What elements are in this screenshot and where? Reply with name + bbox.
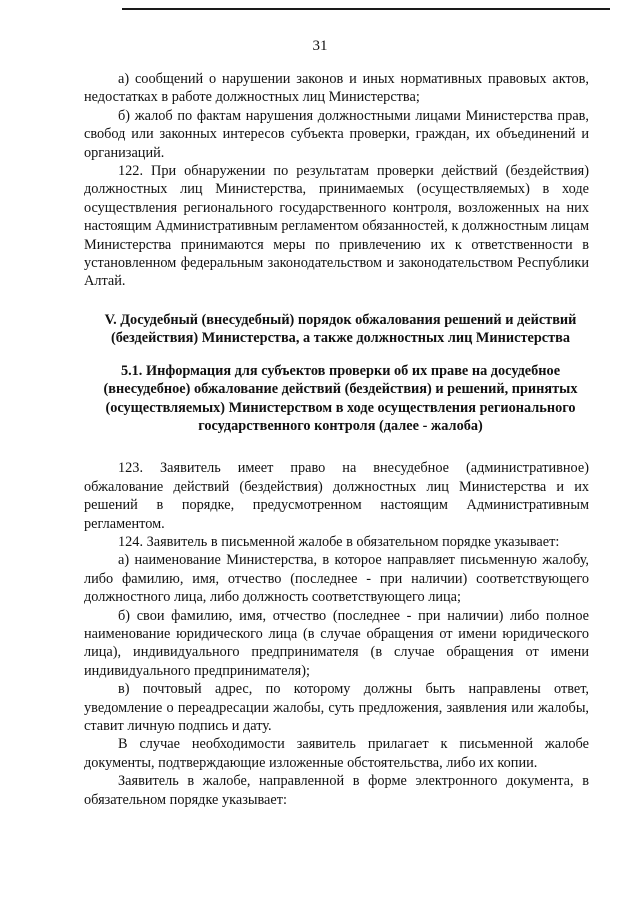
paragraph-122: 122. При обнаружении по результатам проверки действий (бездействия) должностных лиц Министерства, принимаемых (осуществляемых) в ходе осуществления регионального государственного контроля, возложенных на них настоящим Административным регламентом обязанностей, к должностным лицам Министерства принимаются меры по привлечению их к ответственности в установленном федеральным законодательством и законодательством Республики Алтай. (84, 163, 589, 290)
section-5-1-heading: 5.1. Информация для субъектов проверки об их праве на досудебное (внесудебное) обжалование действий (бездействия) и решений, принятых (осуществляемых) Министерством в ходе осуществления регионального государственного контроля (далее - жалоба) (103, 362, 578, 434)
paragraph-electronic-complaint: Заявитель в жалобе, направленной в форме электронного документа, в обязательном порядке указывает: (84, 773, 589, 808)
paragraph-124-a: а) наименование Министерства, в которое направляет письменную жалобу, либо фамилию, имя, отчество (последнее - при наличии) соответствующего должностного лица, либо должность соответствующего лица; (84, 552, 589, 606)
paragraph-123: 123. Заявитель имеет право на внесудебное (административное) обжалование действий (бездействия) должностных лиц Министерства и их решений в порядке, предусмотренном настоящим Административным регламентом. (84, 460, 589, 532)
document-body (84, 70, 589, 809)
paragraph-b-complaints: б) жалоб по фактам нарушения должностными лицами Министерства прав, свобод или законных интересов субъекта проверки, граждан, их объединений и организаций. (84, 107, 589, 161)
page-number: 31 (312, 38, 328, 54)
paragraph-124-b: б) свои фамилию, имя, отчество (последнее - при наличии) либо полное наименование юридического лица (в случае обращения от имени юридического лица), индивидуального предпринимателя (в случае обращения от имени индивидуального предпринимателя); (84, 607, 589, 679)
top-rule (122, 8, 610, 10)
paragraph-a-reports: а) сообщений о нарушении законов и иных нормативных правовых актов, недостатках в работе должностных лиц Министерства; (84, 71, 589, 106)
paragraph-124: 124. Заявитель в письменной жалобе в обязательном порядке указывает: (118, 533, 560, 550)
section-v-heading: V. Досудебный (внесудебный) порядок обжалования решений и действий (бездействия) Министерства, а также должностных лиц Министерства (104, 311, 577, 347)
paragraph-124-v: в) почтовый адрес, по которому должны быть направлены ответ, уведомление о переадресации жалобы, суть предложения, заявления или жалобы, ставит личную подпись и дату. (84, 681, 589, 734)
paragraph-attachments: В случае необходимости заявитель прилагает к письменной жалобе документы, подтверждающие изложенные обстоятельства, либо их копии. (84, 736, 589, 771)
